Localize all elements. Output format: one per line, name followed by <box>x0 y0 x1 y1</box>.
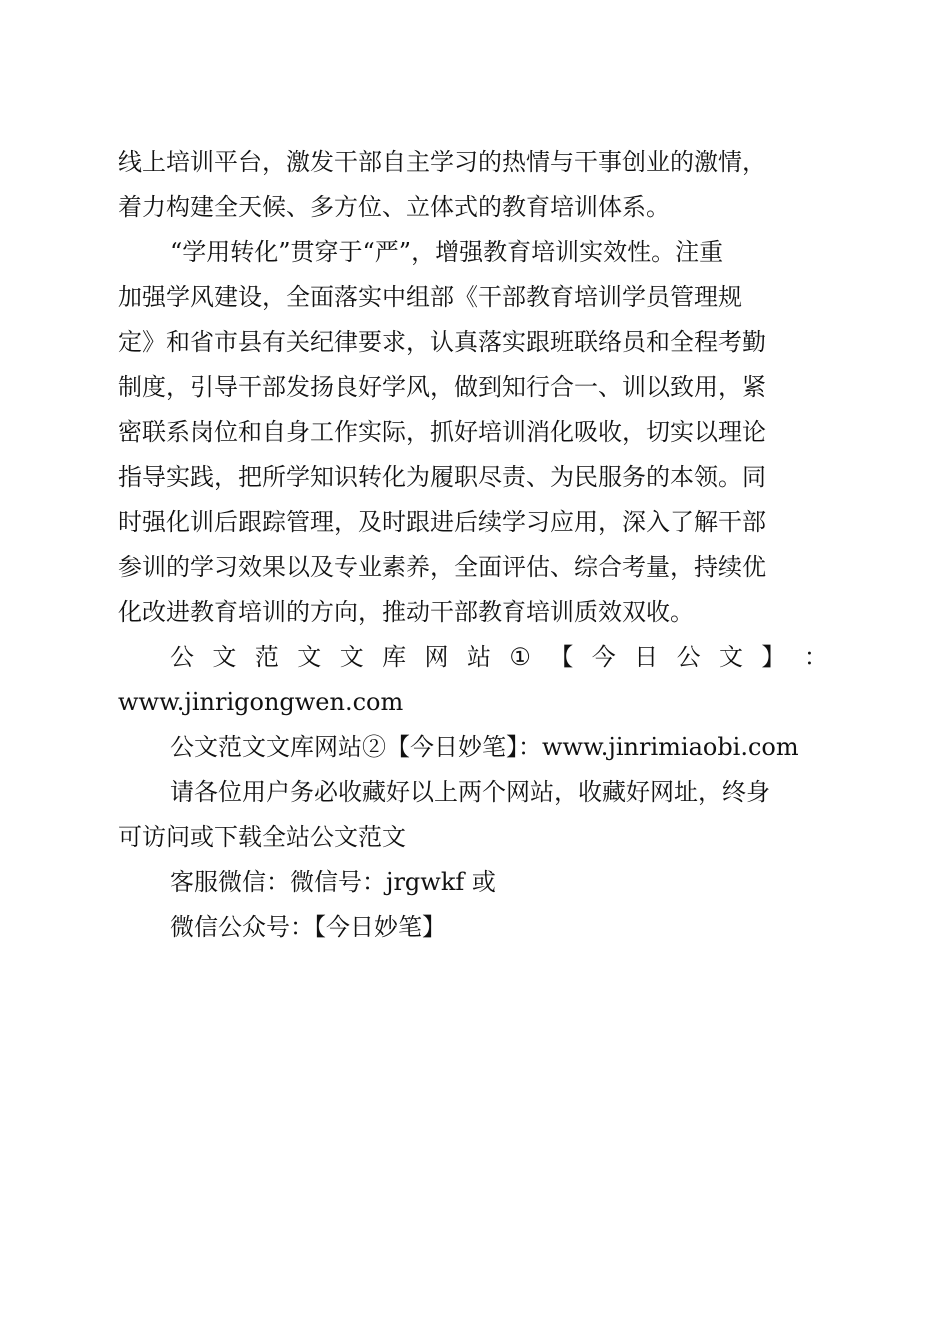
notice-line: 可访问或下载全站公文范文 <box>118 823 406 851</box>
wechat-service: 客服微信：微信号：jrgwkf 或 <box>170 868 496 896</box>
notice-line: 请各位用户务必收藏好以上两个网站，收藏好网址，终身 <box>170 778 770 806</box>
paragraph-line: 化改进教育培训的方向，推动干部教育培训质效双收。 <box>118 598 694 626</box>
paragraph-line: 定》和省市县有关纪律要求，认真落实跟班联络员和全程考勤 <box>118 328 766 356</box>
site1-url[interactable]: www.jinrigongwen.com <box>118 688 404 716</box>
document-body <box>118 140 828 950</box>
paragraph-line: 制度，引导干部发扬良好学风，做到知行合一、训以致用，紧 <box>118 373 766 401</box>
site2-line: 公文范文文库网站②【今日妙笔】：www.jinrimiaobi.com <box>170 733 799 761</box>
paragraph-line: 加强学风建设，全面落实中组部《干部教育培训学员管理规 <box>118 283 742 311</box>
paragraph-line: 着力构建全天候、多方位、立体式的教育培训体系。 <box>118 193 670 221</box>
paragraph-line: “学用转化”贯穿于“严”，增强教育培训实效性。注重 <box>170 238 724 266</box>
paragraph-line: 线上培训平台，激发干部自主学习的热情与干事创业的激情， <box>118 148 766 176</box>
paragraph-line: 参训的学习效果以及专业素养，全面评估、综合考量，持续优 <box>118 553 766 581</box>
official-account: 微信公众号：【今日妙笔】 <box>170 913 446 941</box>
paragraph-line: 密联系岗位和自身工作实际，抓好培训消化吸收，切实以理论 <box>118 418 766 446</box>
paragraph-line: 时强化训后跟踪管理，及时跟进后续学习应用，深入了解干部 <box>118 508 766 536</box>
paragraph-line: 指导实践，把所学知识转化为履职尽责、为民服务的本领。同 <box>118 463 766 491</box>
site1-line: 公 文 范 文 文 库 网 站 ① 【 今 日 公 文 】 ： <box>170 643 828 671</box>
